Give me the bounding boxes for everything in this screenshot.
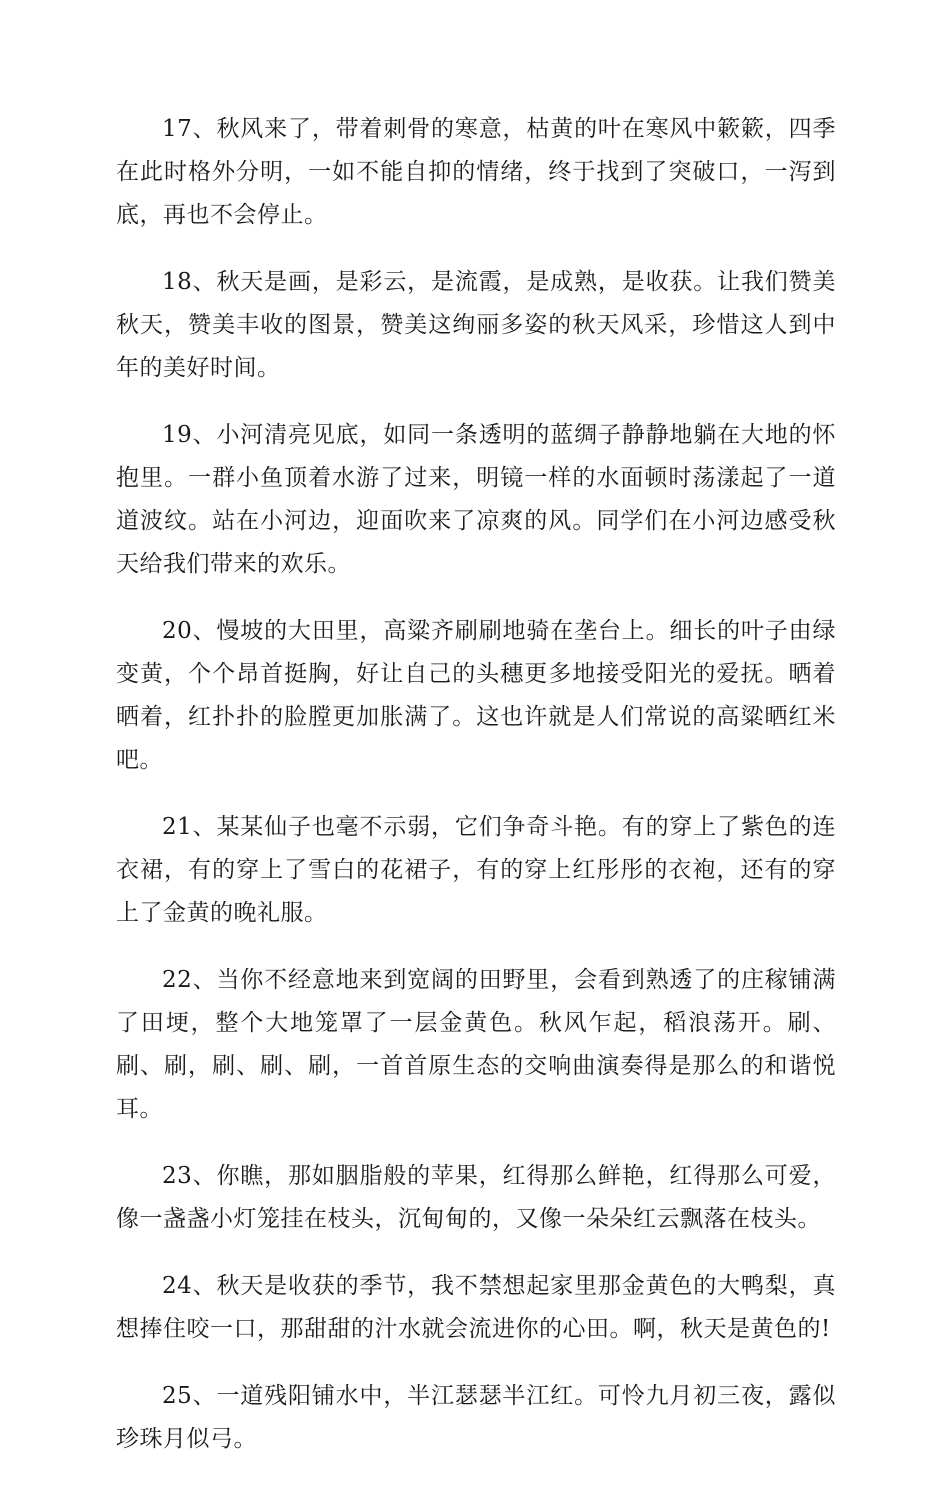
paragraph-19: 19、小河清亮见底，如同一条透明的蓝绸子静静地躺在大地的怀抱里。一群小鱼顶着水游了过来，明镜一样的水面顿时荡漾起了一道道波纹。站在小河边，迎面吹来了凉爽的风。同学们在小河边感受秋天给我们带来的欢乐。 (116, 422, 836, 577)
paragraph-18: 18、秋天是画，是彩云，是流霞，是成熟，是收获。让我们赞美秋天，赞美丰收的图景，赞美这绚丽多姿的秋天风采，珍惜这人到中年的美好时间。 (116, 269, 836, 381)
paragraph-23: 23、你瞧，那如胭脂般的苹果，红得那么鲜艳，红得那么可爱，像一盏盏小灯笼挂在枝头，沉甸甸的，又像一朵朵红云飘落在枝头。 (116, 1163, 836, 1232)
paragraph-21: 21、某某仙子也毫不示弱，它们争奇斗艳。有的穿上了紫色的连衣裙，有的穿上了雪白的花裙子，有的穿上红彤彤的衣袍，还有的穿上了金黄的晚礼服。 (116, 814, 836, 926)
paragraph-24: 24、秋天是收获的季节，我不禁想起家里那金黄色的大鸭梨，真想捧住咬一口，那甜甜的汁水就会流进你的心田。啊，秋天是黄色的! (116, 1273, 836, 1342)
paragraph-20: 20、慢坡的大田里，高粱齐刷刷地骑在垄台上。细长的叶子由绿变黄，个个昂首挺胸，好让自己的头穗更多地接受阳光的爱抚。晒着晒着，红扑扑的脸膛更加胀满了。这也许就是人们常说的高粱晒红米吧。 (116, 618, 836, 773)
paragraph-25: 25、一道残阳铺水中，半江瑟瑟半江红。可怜九月初三夜，露似珍珠月似弓。 (116, 1383, 836, 1452)
paragraph-22: 22、当你不经意地来到宽阔的田野里，会看到熟透了的庄稼铺满了田埂，整个大地笼罩了一层金黄色。秋风乍起，稻浪荡开。刷、刷、刷，刷、刷、刷，一首首原生态的交响曲演奏得是那么的和谐悦耳。 (116, 967, 836, 1122)
paragraph-17: 17、秋风来了，带着刺骨的寒意，枯黄的叶在寒风中簌簌，四季在此时格外分明，一如不能自抑的情绪，终于找到了突破口，一泻到底，再也不会停止。 (116, 116, 836, 228)
document-body (116, 108, 836, 1485)
